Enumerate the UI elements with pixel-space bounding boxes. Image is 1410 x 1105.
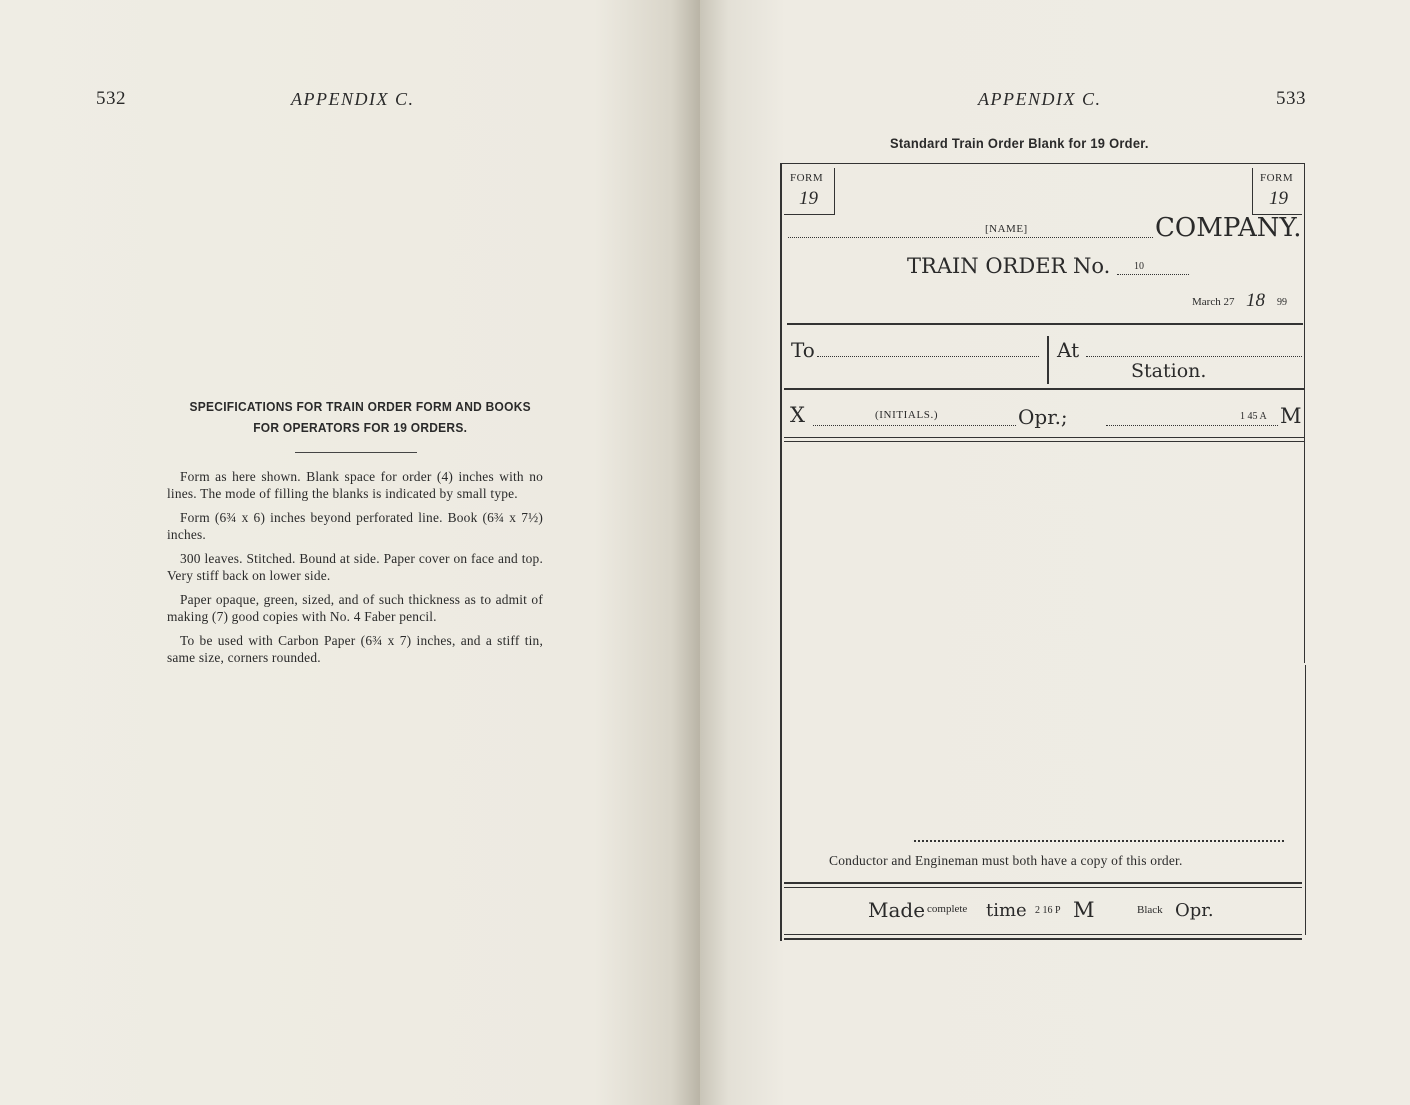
made-opr-label: Opr.	[1175, 900, 1214, 921]
spec-heading-line-2: FOR OPERATORS FOR 19 ORDERS.	[253, 420, 468, 435]
form-caption: Standard Train Order Blank for 19 Order.	[890, 135, 1149, 151]
time-label: time	[986, 900, 1027, 921]
date-month: March 27	[1192, 296, 1235, 308]
left-page	[0, 0, 700, 1105]
left-page-number: 532	[96, 88, 126, 109]
form-number-left: 19	[799, 188, 818, 209]
train-order-label: TRAIN ORDER No.	[907, 254, 1111, 278]
form-number-right: 19	[1269, 188, 1288, 209]
right-page-number: 533	[1276, 88, 1306, 109]
order-number: 10	[1134, 261, 1144, 272]
form-label-left: FORM	[790, 172, 824, 184]
right-running-head: APPENDIX C.	[978, 89, 1102, 109]
x-label: X	[790, 403, 805, 427]
made-m-label: M	[1073, 898, 1095, 922]
made-label: Made	[868, 898, 926, 922]
time-value: 1 45 A	[1240, 411, 1267, 422]
m-label: M	[1280, 404, 1302, 428]
operator-name: Black	[1137, 904, 1163, 916]
spec-paragraph: To be used with Carbon Paper (6¾ x 7) inches, and a stiff tin, same size, corners rounded.	[167, 633, 543, 665]
made-time-value: 2 16 P	[1035, 905, 1061, 916]
order-blank-space	[784, 445, 1302, 835]
spec-paragraph: Paper opaque, green, sized, and of such thickness as to admit of making (7) good copies with No. 4 Faber pencil.	[167, 592, 543, 624]
at-label: At	[1057, 338, 1080, 362]
to-label: To	[791, 338, 815, 362]
spec-heading-line-1: SPECIFICATIONS FOR TRAIN ORDER FORM AND BOOKS	[189, 399, 531, 414]
date-year: 99	[1277, 297, 1287, 308]
initials-hint: (INITIALS.)	[875, 409, 939, 421]
footer-note: Conductor and Engineman must both have a copy of this order.	[829, 853, 1183, 868]
station-label: Station.	[1131, 360, 1207, 382]
left-running-head: APPENDIX C.	[291, 89, 415, 109]
spec-paragraph: Form as here shown. Blank space for order (4) inches with no lines. The mode of filling the blanks is indicated by small type.	[167, 469, 543, 501]
name-hint: [NAME]	[985, 223, 1028, 235]
form-label-right: FORM	[1260, 172, 1294, 184]
spec-paragraph: Form (6¾ x 6) inches beyond perforated line. Book (6¾ x 7½) inches.	[167, 510, 543, 542]
opr-label: Opr.;	[1018, 405, 1068, 429]
spec-paragraph: 300 leaves. Stitched. Bound at side. Paper cover on face and top. Very stiff back on lower side.	[167, 551, 543, 583]
company-label: COMPANY.	[1155, 213, 1302, 243]
date-century: 18	[1246, 290, 1265, 311]
right-page	[700, 0, 1410, 1105]
spec-paragraphs	[167, 469, 543, 674]
complete-hint: complete	[927, 903, 968, 915]
spec-heading-rule	[295, 452, 417, 453]
